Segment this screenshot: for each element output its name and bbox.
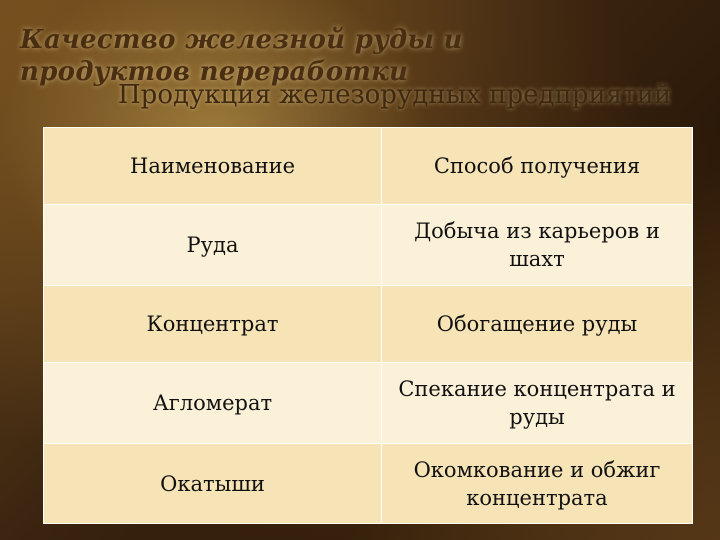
cell-name: Окатыши	[44, 444, 382, 524]
table-row	[44, 205, 693, 286]
slide-subtitle: Продукция железорудных предприятий	[118, 80, 672, 110]
cell-method: Добыча из карьеров и шахт	[382, 205, 693, 286]
cell-name: Агломерат	[44, 363, 382, 444]
header-name: Наименование	[44, 128, 382, 205]
cell-method: Спекание концентрата и руды	[382, 363, 693, 444]
cell-name: Концентрат	[44, 286, 382, 363]
table-row	[44, 363, 693, 444]
header-method: Способ получения	[382, 128, 693, 205]
table-header-row	[44, 128, 693, 205]
cell-method: Обогащение руды	[382, 286, 693, 363]
cell-method: Окомкование и обжиг концентрата	[382, 444, 693, 524]
products-table	[43, 127, 693, 518]
cell-name: Руда	[44, 205, 382, 286]
table-row	[44, 444, 693, 524]
table-row	[44, 286, 693, 363]
slide-title: Качество железной руды и продуктов переработки	[20, 25, 463, 87]
